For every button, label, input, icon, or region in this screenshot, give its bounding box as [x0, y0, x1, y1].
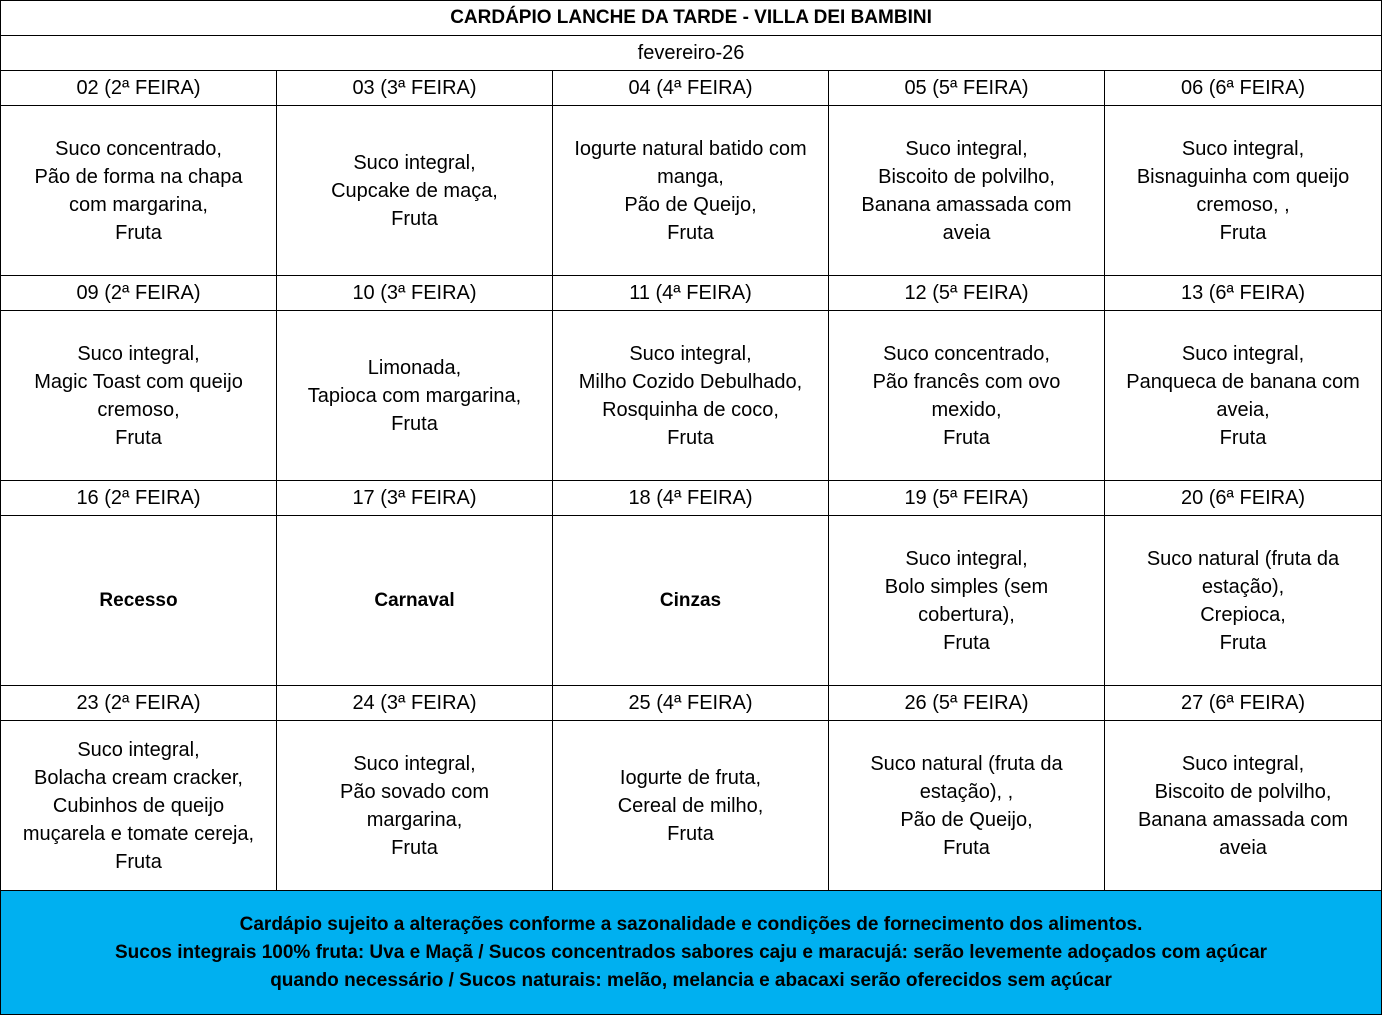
day-label: 04 (4ª FEIRA) [553, 71, 829, 106]
menu-item-line: estação), , [919, 780, 1014, 803]
day-label: 17 (3ª FEIRA) [277, 481, 553, 516]
day-menu-cell [1105, 721, 1382, 891]
menu-item-line: Suco integral, [77, 342, 200, 365]
day-label: 19 (5ª FEIRA) [829, 481, 1105, 516]
week-day-header-row [1, 686, 1382, 721]
footer-line: Sucos integrais 100% fruta: Uva e Maçã / Sucos concentrados sabores caju e maracujá: serão levemente adoçados com açúcar [114, 941, 1268, 963]
footer-line: Cardápio sujeito a alterações conforme a sazonalidade e condições de fornecimento dos alimentos. [239, 913, 1143, 935]
day-label: 05 (5ª FEIRA) [829, 71, 1105, 106]
day-label: 27 (6ª FEIRA) [1105, 686, 1382, 721]
day-menu-cell [1105, 106, 1382, 276]
menu-item-line: Fruta [667, 221, 714, 244]
day-menu-cell [1, 311, 277, 481]
menu-item-line: Fruta [943, 836, 990, 859]
menu-item-line: estação), [1201, 575, 1285, 598]
menu-item-line: Magic Toast com queijo [34, 370, 243, 393]
menu-item-line: Pão de forma na chapa [34, 165, 243, 188]
menu-item-line: Banana amassada com [1137, 808, 1349, 831]
day-menu-cell [1105, 516, 1382, 686]
menu-item-line: Pão sovado com [340, 780, 489, 803]
menu-item-line: cremoso, , [1196, 193, 1290, 216]
menu-item-line: Suco concentrado, [55, 137, 222, 160]
day-menu-cell [829, 721, 1105, 891]
menu-item-line: Fruta [1219, 221, 1267, 244]
menu-item-line: Iogurte de fruta, [619, 766, 762, 789]
menu-item-line: mexido, [931, 398, 1002, 421]
menu-item-line: Fruta [943, 426, 990, 449]
menu-item-line: Fruta [115, 850, 162, 873]
menu-item-line: cremoso, [97, 398, 180, 421]
day-menu-cell [277, 516, 553, 686]
day-menu-cell [1, 721, 277, 891]
menu-item-line: Suco integral, [1181, 342, 1305, 365]
day-label: 16 (2ª FEIRA) [1, 481, 277, 516]
menu-item-line: Iogurte natural batido com [574, 137, 807, 160]
menu-item-line: Recesso [99, 589, 178, 611]
menu-item-line: Cubinhos de queijo [52, 794, 225, 817]
menu-item-line: Bolo simples (sem [884, 575, 1049, 598]
menu-item-line: Fruta [943, 631, 990, 654]
menu-item-line: com margarina, [69, 193, 208, 216]
menu-item-line: Suco integral, [1181, 137, 1305, 160]
menu-item-line: Fruta [115, 426, 162, 449]
menu-item-line: Suco concentrado, [883, 342, 1050, 365]
menu-item-line: Tapioca com margarina, [307, 384, 522, 407]
menu-item-line: Milho Cozido Debulhado, [578, 370, 803, 393]
day-label: 23 (2ª FEIRA) [1, 686, 277, 721]
day-label: 26 (5ª FEIRA) [829, 686, 1105, 721]
menu-item-line: Fruta [667, 822, 714, 845]
day-menu-cell [553, 106, 829, 276]
menu-item-line: Fruta [391, 836, 438, 859]
day-menu-cell [1, 516, 277, 686]
menu-item-line: Suco integral, [77, 738, 200, 761]
menu-item-line: Pão de Queijo, [624, 193, 757, 216]
menu-item-line: Banana amassada com [861, 193, 1072, 216]
day-menu-cell [829, 106, 1105, 276]
day-menu-cell [553, 516, 829, 686]
menu-item-line: Limonada, [367, 356, 462, 379]
week-day-header-row [1, 481, 1382, 516]
menu-item-line: Suco integral, [905, 547, 1028, 570]
day-label: 10 (3ª FEIRA) [277, 276, 553, 311]
menu-item-line: Bolacha cream cracker, [34, 766, 243, 789]
day-menu-cell [277, 721, 553, 891]
day-menu-cell [277, 311, 553, 481]
menu-item-line: Fruta [391, 412, 438, 435]
day-menu-cell [829, 516, 1105, 686]
menu-item-line: Suco integral, [629, 342, 752, 365]
day-menu-cell [277, 106, 553, 276]
week-menu-row [1, 311, 1382, 481]
menu-item-line: Fruta [1219, 426, 1267, 449]
day-label: 25 (4ª FEIRA) [553, 686, 829, 721]
menu-item-line: Bisnaguinha com queijo [1136, 165, 1350, 188]
menu-item-line: Fruta [1219, 631, 1267, 654]
menu-item-line: Crepioca, [1200, 603, 1286, 626]
menu-item-line: Suco integral, [353, 752, 476, 775]
week-day-header-row [1, 71, 1382, 106]
menu-item-line: aveia [1219, 836, 1267, 859]
menu-item-line: Suco integral, [1181, 752, 1305, 775]
day-label: 20 (6ª FEIRA) [1105, 481, 1382, 516]
menu-item-line: Cupcake de maça, [331, 179, 498, 202]
menu-item-line: cobertura), [918, 603, 1015, 626]
month-label: fevereiro-26 [1, 36, 1382, 71]
day-label: 09 (2ª FEIRA) [1, 276, 277, 311]
menu-item-line: Panqueca de banana com [1126, 370, 1360, 393]
menu-item-line: Rosquinha de coco, [602, 398, 779, 421]
menu-item-line: aveia [942, 221, 991, 244]
footer-notice [1, 891, 1382, 1015]
menu-item-line: Pão francês com ovo [872, 370, 1061, 393]
menu-item-line: Carnaval [374, 589, 455, 611]
week-menu-row [1, 721, 1382, 891]
menu-item-line: margarina, [366, 808, 463, 831]
week-day-header-row [1, 276, 1382, 311]
day-label: 11 (4ª FEIRA) [553, 276, 829, 311]
day-label: 06 (6ª FEIRA) [1105, 71, 1382, 106]
day-menu-cell [553, 721, 829, 891]
menu-item-line: manga, [657, 165, 724, 188]
day-label: 13 (6ª FEIRA) [1105, 276, 1382, 311]
footer-line: quando necessário / Sucos naturais: melão, melancia e abacaxi serão oferecidos sem açúcar [270, 969, 1112, 991]
day-label: 02 (2ª FEIRA) [1, 71, 277, 106]
menu-item-line: Pão de Queijo, [900, 808, 1033, 831]
day-label: 18 (4ª FEIRA) [553, 481, 829, 516]
menu-item-line: aveia, [1216, 398, 1270, 421]
week-menu-row [1, 106, 1382, 276]
menu-item-line: Suco natural (fruta da [870, 752, 1063, 775]
day-menu-cell [553, 311, 829, 481]
day-label: 03 (3ª FEIRA) [277, 71, 553, 106]
menu-item-line: Suco natural (fruta da [1146, 547, 1340, 570]
menu-item-line: Fruta [391, 207, 438, 230]
day-label: 24 (3ª FEIRA) [277, 686, 553, 721]
day-menu-cell [1, 106, 277, 276]
week-menu-row [1, 516, 1382, 686]
menu-item-line: Suco integral, [353, 151, 476, 174]
menu-title: CARDÁPIO LANCHE DA TARDE - VILLA DEI BAMBINI [1, 1, 1382, 36]
day-label: 12 (5ª FEIRA) [829, 276, 1105, 311]
menu-item-line: Cinzas [659, 589, 722, 611]
day-menu-cell [829, 311, 1105, 481]
day-menu-cell [1105, 311, 1382, 481]
menu-item-line: Biscoito de polvilho, [878, 165, 1055, 188]
menu-item-line: Suco integral, [905, 137, 1028, 160]
menu-item-line: muçarela e tomate cereja, [22, 822, 255, 845]
menu-item-line: Cereal de milho, [617, 794, 764, 817]
menu-item-line: Fruta [667, 426, 714, 449]
menu-item-line: Fruta [115, 221, 162, 244]
menu-item-line: Biscoito de polvilho, [1154, 780, 1332, 803]
